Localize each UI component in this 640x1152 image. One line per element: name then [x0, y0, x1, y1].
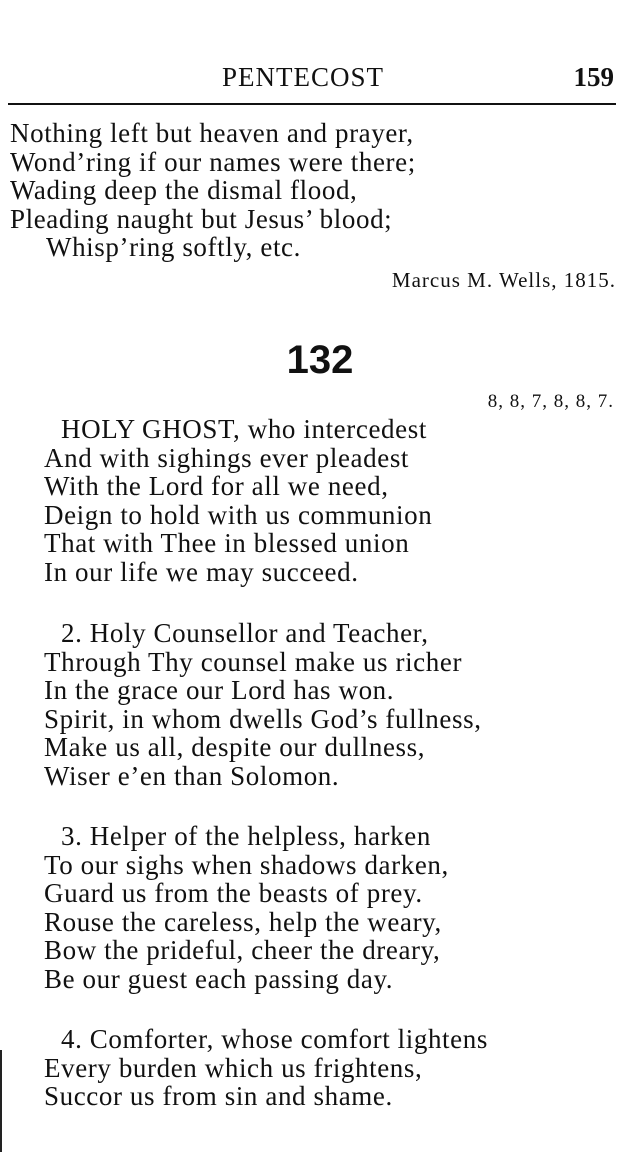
page-number: 159 [573, 62, 614, 92]
hymn-number: 132 [286, 338, 354, 382]
refrain-line: Whisp’ring softly, etc. [46, 232, 301, 262]
verse-line: Bow the prideful, cheer the dreary, [44, 935, 441, 965]
verse-line: Wading deep the dismal flood, [10, 175, 358, 205]
hymn-meter: 8, 8, 7, 8, 8, 7. [487, 391, 614, 412]
verse-line: And with sighings ever pleadest [44, 442, 410, 473]
verse-line: Succor us from sin and shame. [44, 1081, 393, 1111]
verse-line: That with Thee in blessed union [44, 528, 410, 558]
verse-line: Nothing left but heaven and prayer, [10, 118, 414, 148]
verse-line: Every burden which us frightens, [44, 1052, 423, 1083]
verse-line: Rouse the careless, help the weary, [44, 906, 442, 937]
stanza-3 [44, 822, 449, 993]
verse-line: With the Lord for all we need, [44, 471, 389, 501]
stanza-2 [44, 619, 482, 790]
verse-line: Make us all, despite our dullness, [44, 732, 426, 762]
verse-line: HOLY GHOST, who intercedest [61, 414, 427, 444]
author-attribution: Marcus M. Wells, 1815. [391, 268, 616, 292]
verse-line: Wond’ring if our names were there; [10, 146, 416, 177]
stanza-4 [44, 1025, 488, 1111]
stanza-1 [44, 415, 432, 586]
verse-line: Deign to hold with us communion [44, 499, 433, 530]
verse-line: 4. Comforter, whose comfort lightens [61, 1024, 488, 1054]
binding-edge-mark [0, 1050, 2, 1152]
verse-line: 3. Helper of the helpless, harken [61, 821, 431, 851]
verse-line: To our sighs when shadows darken, [44, 849, 449, 880]
verse-line: Spirit, in whom dwells God’s fullness, [44, 703, 482, 734]
verse-line: Be our guest each passing day. [44, 963, 394, 994]
running-title: PENTECOST [222, 62, 385, 92]
verse-line: Through Thy counsel make us richer [44, 646, 463, 677]
verse-line: Wiser e’en than Solomon. [44, 760, 340, 791]
header-rule [8, 103, 616, 105]
verse-line: In our life we may succeed. [44, 556, 359, 587]
verse-line: 2. Holy Counsellor and Teacher, [61, 618, 429, 648]
verse-line: In the grace our Lord has won. [44, 675, 395, 705]
previous-hymn-verse [10, 119, 416, 262]
verse-line: Guard us from the beasts of prey. [44, 878, 423, 908]
verse-line: Pleading naught but Jesus’ blood; [10, 203, 393, 234]
